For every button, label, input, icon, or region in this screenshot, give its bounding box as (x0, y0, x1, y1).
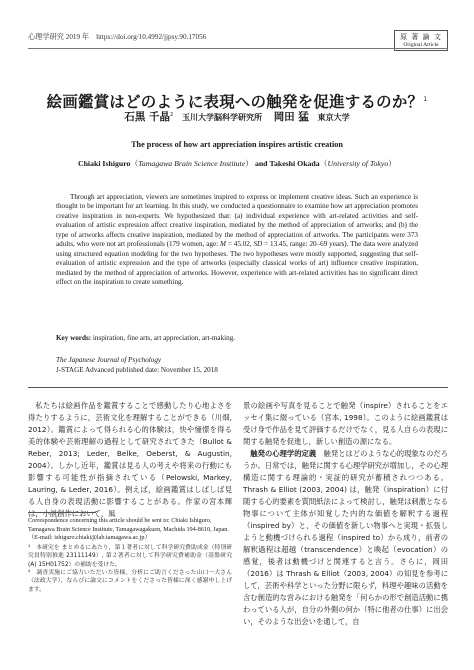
body-paragraph-with-heading (243, 448, 448, 628)
paper-title-en: The process of how art appreciation inspires artistic creation (131, 140, 343, 149)
body-paragraph-text: 触発とはどのような心的現象なのだろうか。日常では，触発に関する心理学研究が増加し，その心理構造に関する理論的・実証的研究が蓄積されつつある。Thrash & Elliot (2003, 2004) は，触発（inspiration）に付随する心的要素を質問紙法によって検討し，触発は刺激となる物事について主体が知覚した内的な価値を解釈する過程（inspired by）と，その価値を新しい物事へと実現・拡張しようと動機づけられる過程（inspired to）から成り，前者の解釈過程は超越（transcendence）と喚起（evocation）の感覚，後者は動機づけと関連すると言う。さらに，岡田（2016）は Thrash & Elliot（2003, 2004）の知見を参考にして，芸術や科学といった分野に限らず，料理や趣味の活動を含む創造的な営みにおける触発を「何らかの形で創造活動に携わっている人が，自分の外側の何か（特に他者の仕事）に出会い，そのような出会いを通して，自 (243, 449, 449, 626)
author1-footnote-marker: 2 (170, 111, 174, 118)
footnote-1: ¹ 本研究を まとめるにあたり，第１著者に対して科学研究費助成金（特別研究員特別推進 23111149）, 第２著者に対して科学研究費補助金（基盤研究(A) 15H01752）の補助を受けた。 (28, 544, 232, 568)
keywords-label: Key words: (56, 334, 92, 342)
author2-name-en: Takeshi Okada (269, 159, 320, 168)
author1-name-en: Chiaki Ishiguro (77, 159, 131, 168)
body-paragraph: 景の絵画や写真を見ることで触発（inspire）されることをエッセイ集に綴っている（宮本, 1998）。このように絵画鑑賞は受け身で作品を見て評価するだけでなく，見る人自らの表現に関する触発を促進し，新しい創造の源になる。 (243, 401, 448, 446)
section-divider (28, 387, 448, 388)
section-heading: 触発の心理学的定義 (250, 449, 317, 458)
abstract-m-value: = 45.02, (225, 240, 254, 249)
author2-affiliation-jp: 東京大学 (317, 113, 350, 122)
footnote-divider (28, 512, 96, 513)
author2-affiliation-en: University of Tokyo (327, 159, 389, 168)
author2-name-jp: 岡田 猛 (273, 111, 309, 123)
abstract (56, 193, 418, 288)
paper-title-jp-text: 絵画鑑賞はどのように表現への触発を促進するのか？ (46, 93, 424, 111)
keywords-text: inspiration, fine arts, art appreciation, art-making. (91, 334, 236, 342)
author1-affiliation-en: Tamagawa Brain Science Institute (138, 159, 246, 168)
published-date: J-STAGE Advanced published date: November 15, 2018 (56, 365, 218, 374)
body-left-column (28, 400, 232, 520)
abstract-part2: = 13.45, range: 20–69 years). The data were analyzed using structured equation modeling for the two hypotheses. The two hypotheses were mostly supported, suggesting that self-evaluation of artistic expression and the type of artworks (especially classical works of art) influence creative inspiration, mediated by the method of appreciation of artworks. However, experience with art-related activities has no significant direct effect on the inspiration to create something. (56, 240, 419, 287)
article-type-jp: 原 著 論 文 (400, 33, 442, 41)
journal-name: The Japanese Journal of Psychology (56, 356, 162, 364)
keywords (56, 334, 418, 342)
journal-header-info: 心理学研究 2019 年 https://doi.org/10.4992/jjpsy.90.17056 (28, 33, 207, 41)
correspondence-note: Correspondence concerning this article should be sent to: Chiaki Ishiguro, Tamagawa Brain Science Institute, Tamagawagakuen, Machida 194-8610, Japan.（E-mail: ishiguro.chiaki@lab.tamagawa.ac.jp） (28, 517, 229, 542)
footnotes (28, 517, 232, 594)
body-paragraph: 私たちは絵画作品を鑑賞することで感動したり心地よさを得たりするように，芸術文化を理解することができる（川畑, 2012）。鑑賞によって得られる心的体験は，快や憧憬を得る美的体験や芸術理解の過程として研究されてきた（Bullot & Reber, 2013; Leder, Belke, Oeberst, & Augustin, 2004）。しかし近年，鑑賞は見る人の考えや将来の行動にも影響する可能性が指摘されている（Pelowski, Markey, Lauring, & Leder, 2016）。例えば，絵画鑑賞はしばしば見る人自身の表現活動に影響することがある。作家の宮本輝は，小説創作において，風 (28, 401, 232, 518)
journal-publication-info (56, 356, 218, 375)
authors-jp (0, 109, 474, 124)
authors-en: Chiaki Ishiguro（Tamagawa Brain Science Institute） and Takeshi Okada（University of Tokyo） (77, 159, 397, 168)
footnote-2: ² 調査実施にご協力いただいた皆様，分析にご助言くださった山口一大さん（法政大学），ならびに論文にコメントをくださった皆様に深く感謝申し上げます。 (28, 570, 232, 593)
abstract-m-label: M (220, 240, 226, 249)
header-divider (28, 48, 448, 49)
authors-conjunction: and (254, 159, 268, 168)
author1-name-jp: 石黒 千晶 (124, 111, 171, 123)
article-type-en: Original Article (403, 42, 439, 48)
abstract-sd-label: SD (253, 240, 263, 249)
abstract-part1: Through art appreciation, viewers are sometimes inspired to express or implement creative ideas. Such an experience is thought to be important for art learning. In this study, we conducted a questionnaire to examine how art appreciation promotes creative inspiration in non-experts. We hypothesized that: (a) individual experience with art-related activities and self-evaluation of artistic expression affect creative inspiration, mediated by the method of appreciation of artworks; and (b) the type of artworks affects creative inspiration, mediated by the method of appreciation of artworks. The participants were 373 adults, who were not art professionals (179 women, age: (56, 193, 418, 249)
body-right-column (243, 400, 448, 628)
author1-affiliation-jp: 玉川大学脳科学研究所 (182, 113, 262, 122)
title-footnote-marker: 1 (423, 95, 428, 103)
